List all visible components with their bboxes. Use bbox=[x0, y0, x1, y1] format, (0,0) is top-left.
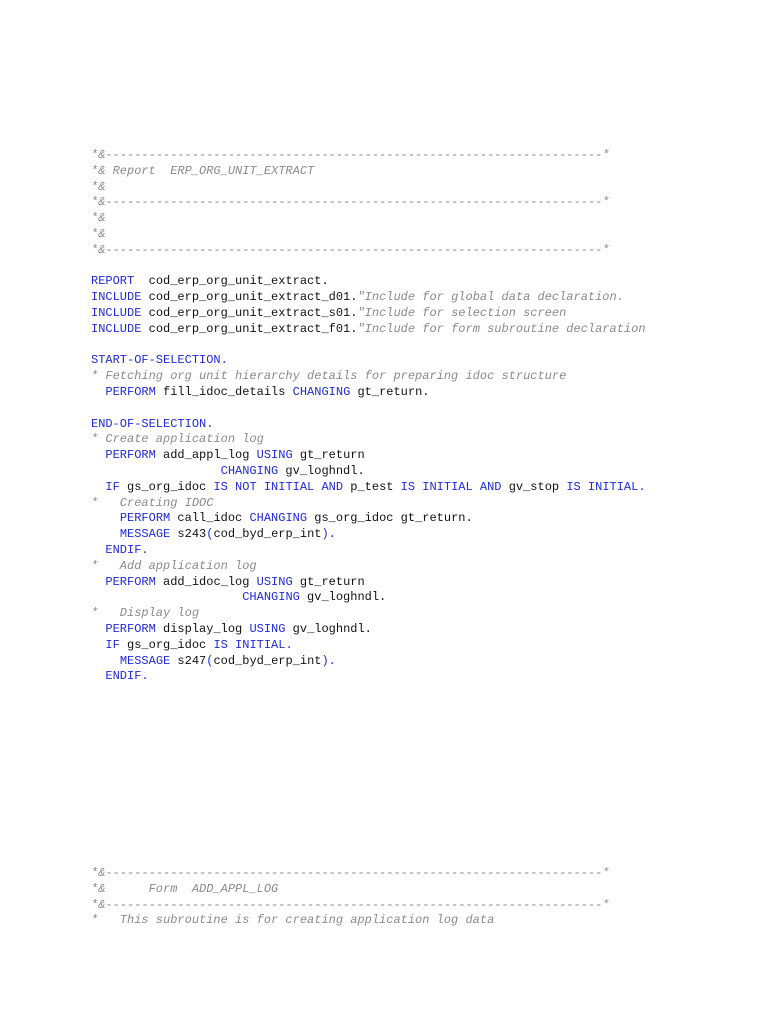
code-keyword: ENDIF. bbox=[105, 669, 149, 684]
code-text bbox=[91, 385, 105, 399]
code-comment: * This subroutine is for creating application log data bbox=[91, 913, 495, 928]
code-text: cod_erp_org_unit_extract_f01. bbox=[141, 321, 358, 336]
code-line bbox=[91, 369, 646, 385]
code-line bbox=[91, 243, 646, 259]
code-comment: * Create application log bbox=[91, 432, 264, 447]
code-line bbox=[91, 401, 646, 417]
code-block-form-header bbox=[91, 866, 609, 929]
code-keyword: MESSAGE bbox=[119, 653, 171, 668]
code-line bbox=[91, 227, 646, 243]
code-keyword: INCLUDE bbox=[91, 321, 142, 336]
code-text bbox=[91, 480, 105, 494]
code-text: add_appl_log bbox=[155, 448, 257, 463]
code-comment: *& bbox=[91, 226, 106, 241]
code-text bbox=[91, 654, 120, 668]
code-line bbox=[91, 148, 646, 164]
code-text bbox=[91, 543, 105, 557]
code-keyword: USING bbox=[249, 621, 286, 636]
code-keyword: IS INITIAL. bbox=[213, 637, 293, 652]
code-keyword: IS INITIAL AND bbox=[400, 479, 502, 494]
code-text bbox=[91, 669, 105, 683]
code-line bbox=[91, 511, 646, 527]
code-block-report bbox=[91, 148, 646, 685]
code-line bbox=[91, 306, 646, 322]
code-text: p_test bbox=[343, 479, 401, 494]
code-line bbox=[91, 866, 609, 882]
code-line bbox=[91, 448, 646, 464]
code-line bbox=[91, 606, 646, 622]
code-keyword: ). bbox=[321, 653, 336, 668]
code-text: s247 bbox=[170, 653, 207, 668]
code-text: gs_org_idoc bbox=[119, 479, 214, 494]
code-line bbox=[91, 338, 646, 354]
code-line bbox=[91, 322, 646, 338]
code-text bbox=[91, 638, 105, 652]
code-line bbox=[91, 180, 646, 196]
code-comment: * Creating IDOC bbox=[91, 495, 214, 510]
code-line bbox=[91, 464, 646, 480]
code-line bbox=[91, 195, 646, 211]
code-line bbox=[91, 353, 646, 369]
code-line bbox=[91, 432, 646, 448]
code-line bbox=[91, 417, 646, 433]
code-keyword: INCLUDE bbox=[91, 305, 142, 320]
code-comment: "Include for form subroutine declaration bbox=[357, 321, 646, 336]
code-line bbox=[91, 898, 609, 914]
code-line bbox=[91, 527, 646, 543]
code-keyword: IF bbox=[105, 637, 120, 652]
code-line bbox=[91, 496, 646, 512]
code-keyword: IS INITIAL. bbox=[566, 479, 646, 494]
code-line bbox=[91, 385, 646, 401]
code-comment: *& Report ERP_ORG_UNIT_EXTRACT bbox=[91, 163, 315, 178]
code-text bbox=[91, 464, 221, 478]
code-keyword: USING bbox=[256, 574, 293, 589]
code-comment: *&---------------------------------------------------------------------* bbox=[91, 866, 610, 880]
code-keyword: CHANGING bbox=[220, 463, 279, 478]
code-text bbox=[91, 622, 105, 636]
code-keyword: ( bbox=[206, 527, 214, 542]
code-text: fill_idoc_details bbox=[155, 384, 293, 399]
code-line bbox=[91, 669, 646, 685]
code-keyword: PERFORM bbox=[105, 448, 156, 463]
code-keyword: PERFORM bbox=[119, 511, 171, 526]
code-line bbox=[91, 882, 609, 898]
code-keyword: REPORT bbox=[91, 274, 135, 289]
code-text: gt_return bbox=[292, 574, 365, 589]
code-keyword: ENDIF. bbox=[105, 542, 149, 557]
code-line bbox=[91, 638, 646, 654]
code-text bbox=[91, 527, 120, 541]
code-comment: *& bbox=[91, 179, 106, 194]
code-keyword: IS NOT INITIAL AND bbox=[213, 479, 344, 494]
code-line bbox=[91, 575, 646, 591]
code-text: cod_erp_org_unit_extract_s01. bbox=[141, 305, 358, 320]
code-text: gt_return. bbox=[350, 384, 430, 399]
code-text: gt_return bbox=[292, 448, 365, 463]
code-text: gv_loghndl. bbox=[285, 621, 372, 636]
code-text bbox=[91, 511, 120, 525]
code-comment: *&---------------------------------------------------------------------* bbox=[91, 148, 610, 162]
code-comment: "Include for global data declaration. bbox=[357, 290, 624, 305]
code-keyword: ). bbox=[321, 527, 336, 542]
code-line bbox=[91, 211, 646, 227]
code-text: gv_loghndl. bbox=[278, 463, 365, 478]
code-text: gv_loghndl. bbox=[299, 590, 387, 605]
code-keyword: USING bbox=[256, 448, 293, 463]
code-text bbox=[91, 448, 105, 462]
code-text: add_idoc_log bbox=[155, 574, 257, 589]
code-comment: *&---------------------------------------------------------------------* bbox=[91, 242, 610, 257]
code-text: cod_byd_erp_int bbox=[213, 653, 322, 668]
code-keyword: END-OF-SELECTION. bbox=[91, 416, 214, 431]
code-line bbox=[91, 480, 646, 496]
code-text: call_idoc bbox=[170, 511, 250, 526]
code-comment: *&---------------------------------------------------------------------* bbox=[91, 195, 610, 210]
code-text: cod_erp_org_unit_extract. bbox=[134, 274, 329, 289]
code-text: gv_stop bbox=[501, 479, 567, 494]
code-line bbox=[91, 590, 646, 606]
code-text: gs_org_idoc gt_return. bbox=[307, 511, 473, 526]
code-comment: * Display log bbox=[91, 606, 200, 621]
code-comment: * Fetching org unit hierarchy details for preparing idoc structure bbox=[91, 369, 567, 384]
code-comment: *& Form ADD_APPL_LOG bbox=[91, 881, 279, 896]
code-keyword: PERFORM bbox=[105, 574, 156, 589]
code-line bbox=[91, 164, 646, 180]
code-line bbox=[91, 622, 646, 638]
code-line bbox=[91, 559, 646, 575]
code-keyword: START-OF-SELECTION. bbox=[91, 353, 228, 368]
code-keyword: IF bbox=[105, 479, 120, 494]
code-keyword: ( bbox=[206, 653, 214, 668]
code-keyword: CHANGING bbox=[249, 511, 308, 526]
code-keyword: PERFORM bbox=[105, 621, 156, 636]
code-keyword: INCLUDE bbox=[91, 290, 142, 305]
code-line bbox=[91, 290, 646, 306]
code-text: s243 bbox=[170, 527, 207, 542]
code-text bbox=[91, 590, 242, 604]
code-line bbox=[91, 274, 646, 290]
code-text: display_log bbox=[155, 621, 250, 636]
code-keyword: PERFORM bbox=[105, 384, 156, 399]
code-text: cod_byd_erp_int bbox=[213, 527, 322, 542]
code-text: cod_erp_org_unit_extract_d01. bbox=[141, 290, 358, 305]
code-keyword: CHANGING bbox=[292, 384, 351, 399]
code-line bbox=[91, 654, 646, 670]
code-line bbox=[91, 543, 646, 559]
code-comment: *&---------------------------------------------------------------------* bbox=[91, 897, 610, 912]
code-text bbox=[91, 575, 105, 589]
code-line bbox=[91, 259, 646, 275]
code-comment: "Include for selection screen bbox=[357, 305, 567, 320]
code-text: gs_org_idoc bbox=[119, 637, 214, 652]
code-line bbox=[91, 913, 609, 929]
code-keyword: CHANGING bbox=[242, 590, 300, 605]
code-keyword: MESSAGE bbox=[119, 527, 171, 542]
code-comment: * Add application log bbox=[91, 558, 257, 573]
code-comment: *& bbox=[91, 211, 106, 226]
